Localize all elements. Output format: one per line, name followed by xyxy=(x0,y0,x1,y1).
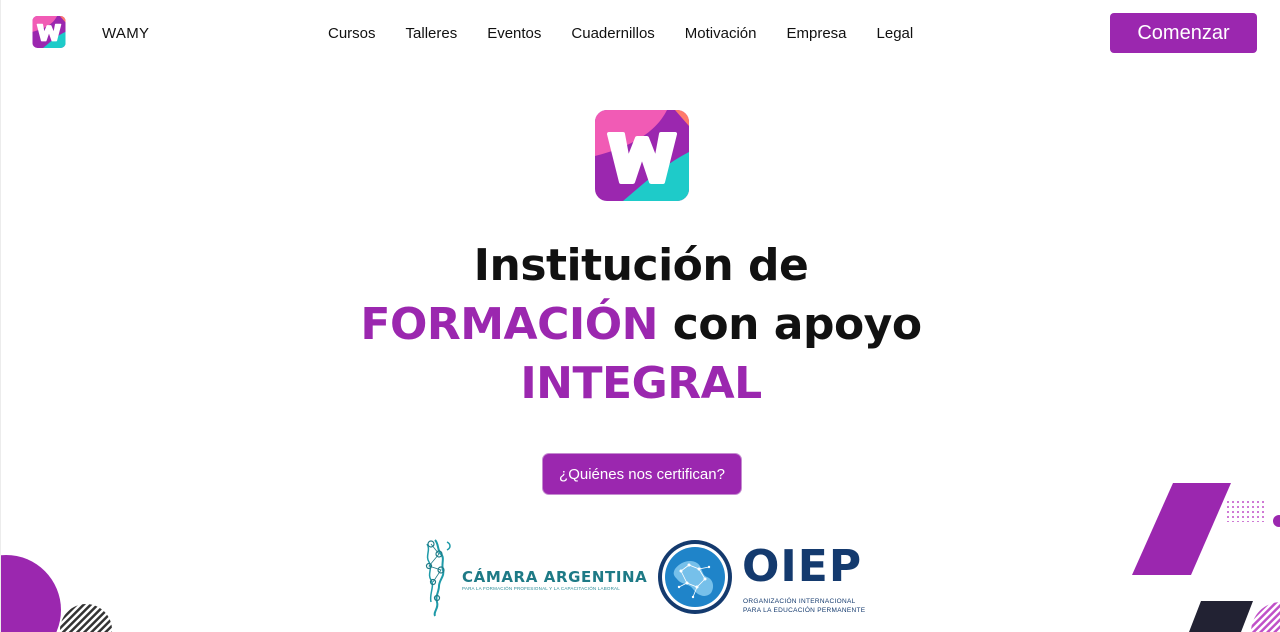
quienes-nos-certifican-button[interactable]: ¿Quiénes nos certifican? xyxy=(542,453,742,495)
decoration-bottom-right xyxy=(1121,480,1280,632)
wamy-hero-logo-icon xyxy=(595,110,689,201)
nav-item-cursos[interactable]: Cursos xyxy=(328,25,376,42)
oiep-subtitle xyxy=(743,597,865,615)
oiep-name: OIEP xyxy=(742,541,863,592)
nav-item-legal[interactable]: Legal xyxy=(876,25,914,42)
oiep-subtitle-line-2: PARA LA EDUCACIÓN PERMANENTE xyxy=(743,607,866,614)
wamy-logo-icon[interactable] xyxy=(32,16,66,48)
top-navbar xyxy=(1,0,1280,68)
headline-line-2-rest: con apoyo xyxy=(657,299,922,350)
camara-argentina-tagline: PARA LA FORMACIÓN PROFESIONAL Y LA CAPACITACIÓN LABORAL xyxy=(462,586,620,591)
headline-line-2 xyxy=(241,295,1041,354)
brand-name[interactable]: WAMY xyxy=(102,25,150,42)
headline-accent-formacion: FORMACIÓN xyxy=(360,299,658,350)
hero-headline xyxy=(241,236,1041,413)
headline-line-1: Institución de xyxy=(473,240,809,291)
oiep-subtitle-line-1: ORGANIZACIÓN INTERNACIONAL xyxy=(743,598,856,605)
nav-item-motivacion[interactable]: Motivación xyxy=(684,25,757,42)
nav-item-eventos[interactable]: Eventos xyxy=(487,25,542,42)
main-nav xyxy=(313,25,928,42)
oiep-globe-icon xyxy=(657,539,733,615)
decoration-bottom-left xyxy=(1,530,121,632)
nav-item-talleres[interactable]: Talleres xyxy=(405,25,458,42)
nav-item-cuadernillos[interactable]: Cuadernillos xyxy=(571,25,655,42)
camara-map-icon xyxy=(417,536,461,618)
camara-argentina-name: CÁMARA ARGENTINA xyxy=(462,568,648,586)
headline-accent-integral: INTEGRAL xyxy=(520,358,762,409)
nav-item-empresa[interactable]: Empresa xyxy=(786,25,847,42)
comenzar-button[interactable]: Comenzar xyxy=(1110,13,1257,53)
